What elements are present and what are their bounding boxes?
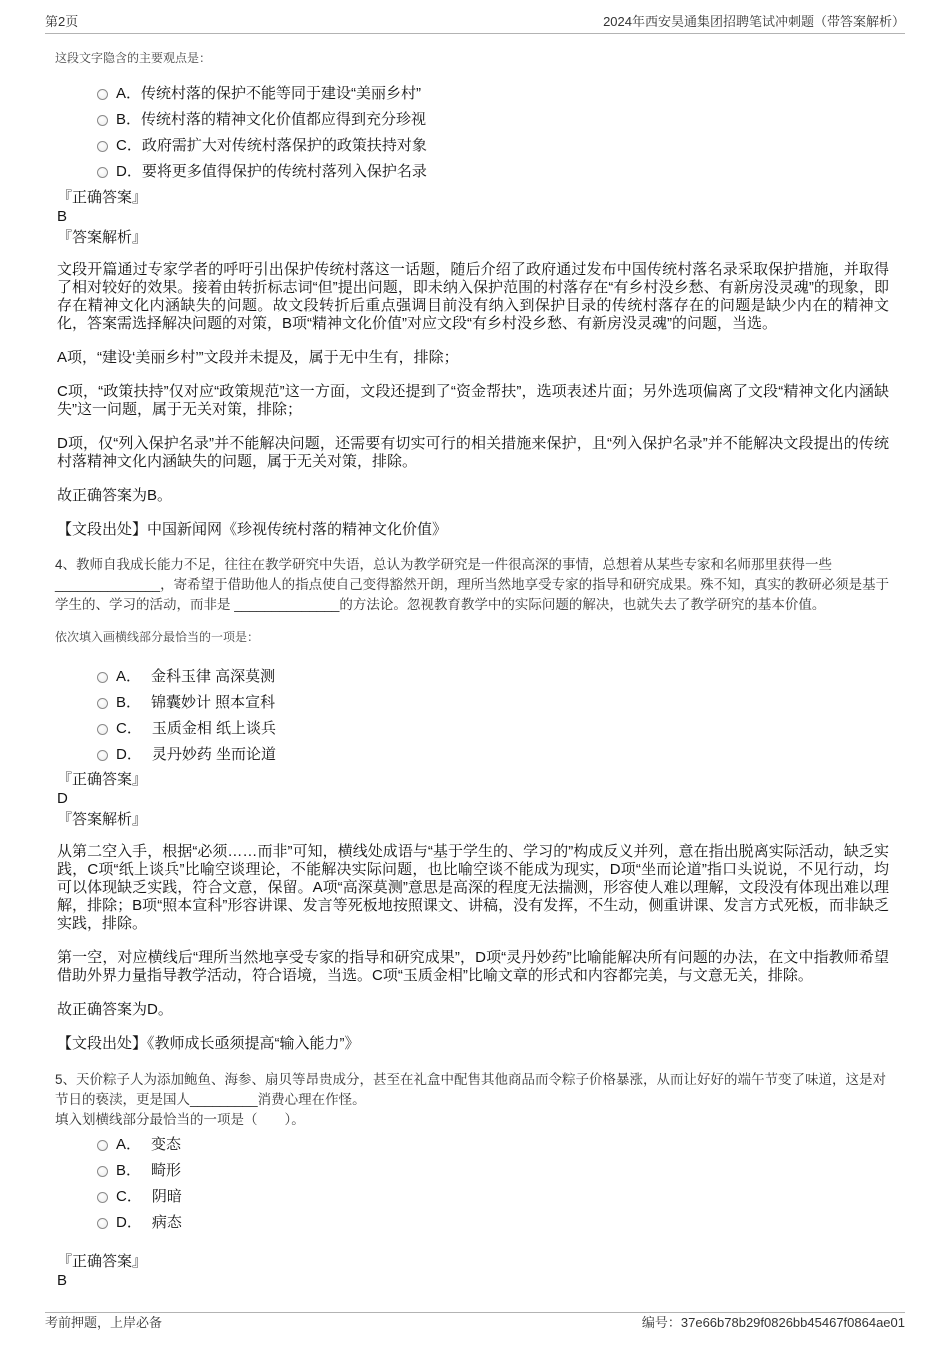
radio-icon[interactable] (97, 1192, 108, 1203)
option-text: 玉质金相 纸上谈兵 (151, 719, 277, 737)
option-d[interactable] (0, 1208, 950, 1234)
option-text: 病态 (151, 1213, 182, 1231)
option-b[interactable] (0, 1156, 950, 1182)
analysis-conclusion: 故正确答案为B。 (57, 487, 173, 504)
option-text: 要将更多值得保护的传统村落列入保护名录 (141, 162, 427, 180)
option-c[interactable] (0, 131, 950, 157)
option-a[interactable] (0, 79, 950, 105)
option-label: C． (116, 136, 142, 154)
answer-heading: 『正确答案』 (57, 771, 148, 788)
option-c[interactable] (0, 1182, 950, 1208)
radio-icon[interactable] (97, 89, 108, 100)
option-d[interactable] (0, 157, 950, 183)
radio-icon[interactable] (97, 698, 108, 709)
analysis-heading: 『答案解析』 (57, 229, 148, 246)
option-label: B． (116, 110, 142, 128)
radio-icon[interactable] (97, 141, 108, 152)
analysis-paragraph: 从第二空入手，根据“必须……而非”可知，横线处成语与“基于学生的、学习的”构成反义并列，意在指出脱离实际活动，缺乏实践，C项“纸上谈兵”比喻空谈理论，不能解决实际问题，也比喻空谈不能成为现实，D项“坐而论道”指口头说说，不见行动，均可以体现缺乏实践，符合文意，保留。A项“高深莫测”意思是高深的程度无法揣测，形容使人难以理解，文段没有体现出难以理解，排除；B项“照本宣科”形容讲课、发言等死板地按照课文、讲稿，没有发挥，不生动，侧重讲课、发言方式死板，而非缺乏实践，排除。 (57, 843, 889, 932)
radio-icon[interactable] (97, 724, 108, 735)
option-text: 传统村落的精神文化价值都应得到充分珍视 (141, 110, 427, 128)
option-a[interactable] (0, 662, 950, 688)
radio-icon[interactable] (97, 115, 108, 126)
radio-icon[interactable] (97, 1218, 108, 1229)
option-label: C． (116, 719, 142, 737)
option-d[interactable] (0, 740, 950, 766)
page-number: 第2页 (45, 14, 79, 29)
option-a[interactable] (0, 1130, 950, 1156)
question-4 (0, 555, 950, 1068)
option-c[interactable] (0, 714, 950, 740)
option-text: 金科玉律 高深莫测 (151, 667, 276, 685)
radio-icon[interactable] (97, 750, 108, 761)
source-citation: 【文段出处】中国新闻网《珍视传统村落的精神文化价值》 (57, 521, 448, 538)
radio-icon[interactable] (97, 1166, 108, 1177)
question-stem: 4、教师自我成长能力不足，往往在教学研究中失语，总认为教学研究是一件很高深的事情，总想着从某些专家和名师那里获得一些______________，寄希望于借助他人的指点使自己变得豁然开朗，理所当然地享受专家的指导和研究成果。殊不知，真实的教研必须是基于学生的、学习的活动，而非是 ______________的方法论。忽视教育教学中的实际问题的解决，也就失去了教学研究的基本价值。 (55, 557, 890, 612)
analysis-heading: 『答案解析』 (57, 811, 148, 828)
option-text: 传统村落的保护不能等同于建设“美丽乡村” (141, 84, 422, 102)
option-list (0, 79, 950, 183)
option-list (0, 662, 950, 766)
analysis-paragraph: A项，“建设‘美丽乡村’”文段并未提及，属于无中生有，排除； (57, 349, 459, 366)
answer-value: B (57, 1272, 68, 1289)
footer-divider (45, 1312, 905, 1313)
footer-serial-number: 编号：37e66b78b29f0826bb45467f0864ae01 (641, 1315, 905, 1330)
option-label: B． (116, 1161, 142, 1179)
option-label: D． (116, 1213, 142, 1231)
question-prompt: 填入划横线部分最恰当的一项是（ ）。 (55, 1112, 305, 1127)
radio-icon[interactable] (97, 672, 108, 683)
option-label: A． (116, 1135, 142, 1153)
analysis-conclusion: 故正确答案为D。 (57, 1001, 173, 1018)
radio-icon[interactable] (97, 1140, 108, 1151)
option-text: 灵丹妙药 坐而论道 (151, 745, 277, 763)
question-prompt: 依次填入画横线部分最恰当的一项是： (55, 630, 260, 644)
analysis-paragraph: D项，仅“列入保护名录”并不能解决问题，还需要有切实可行的相关措施来保护，且“列入保护名录”并不能解决文段提出的传统村落精神文化内涵缺失的问题，属于无关对策，排除。 (57, 435, 889, 470)
option-label: D． (116, 745, 142, 763)
option-b[interactable] (0, 688, 950, 714)
answer-heading: 『正确答案』 (57, 1253, 148, 1270)
question-prompt: 这段文字隐含的主要观点是： (55, 51, 212, 65)
option-label: D． (116, 162, 142, 180)
option-list (0, 1130, 950, 1234)
radio-icon[interactable] (97, 167, 108, 178)
question-3 (0, 50, 950, 554)
analysis-paragraph: 文段开篇通过专家学者的呼吁引出保护传统村落这一话题，随后介绍了政府通过发布中国传统村落名录采取保护措施，并取得了相对较好的效果。接着由转折标志词“但”提出问题，即未纳入保护范围的村落存在“有乡村没乡愁、有新房没灵魂”的现象，即存在精神文化内涵缺失的问题。故文段转折后重点强调目前没有纳入到保护目录的传统村落存在的问题是缺少内在的精神文化，答案需选择解决问题的对策，B项“精神文化价值”对应文段“有乡村没乡愁、有新房没灵魂”的问题，当选。 (57, 261, 889, 332)
question-stem: 5、天价粽子人为添加鲍鱼、海参、扇贝等昂贵成分，甚至在礼盒中配售其他商品而令粽子价格暴涨，从而让好好的端午节变了味道，这是对节日的亵渎，更是国人_________消费心理在作怪。 (55, 1072, 887, 1107)
option-text: 阴暗 (151, 1187, 182, 1205)
answer-value: D (57, 790, 68, 807)
option-text: 畸形 (151, 1161, 182, 1179)
footer-slogan: 考前押题，上岸必备 (45, 1315, 163, 1330)
header-divider (45, 33, 905, 34)
option-text: 锦囊妙计 照本宣科 (151, 693, 276, 711)
analysis-paragraph: C项，“政策扶持”仅对应“政策规范”这一方面，文段还提到了“资金帮扶”，选项表述片面；另外选项偏离了文段“精神文化内涵缺失”这一问题，属于无关对策，排除； (57, 383, 889, 418)
answer-heading: 『正确答案』 (57, 189, 148, 206)
source-citation: 【文段出处】《教师成长亟须提高“输入能力”》 (57, 1035, 360, 1052)
option-text: 变态 (151, 1135, 182, 1153)
option-label: A． (116, 84, 142, 102)
document-title: 2024年西安昊通集团招聘笔试冲刺题（带答案解析） (603, 14, 905, 29)
option-text: 政府需扩大对传统村落保护的政策扶持对象 (141, 136, 427, 154)
option-label: A． (116, 667, 142, 685)
option-label: C． (116, 1187, 142, 1205)
question-5 (0, 1070, 950, 1290)
option-label: B． (116, 693, 142, 711)
answer-value: B (57, 208, 68, 225)
analysis-paragraph: 第一空，对应横线后“理所当然地享受专家的指导和研究成果”，D项“灵丹妙药”比喻能解决所有问题的办法，在文中指教师希望借助外界力量指导教学活动，符合语境，当选。C项“玉质金相”比喻文章的形式和内容都完美，与文意无关，排除。 (57, 949, 889, 984)
option-b[interactable] (0, 105, 950, 131)
